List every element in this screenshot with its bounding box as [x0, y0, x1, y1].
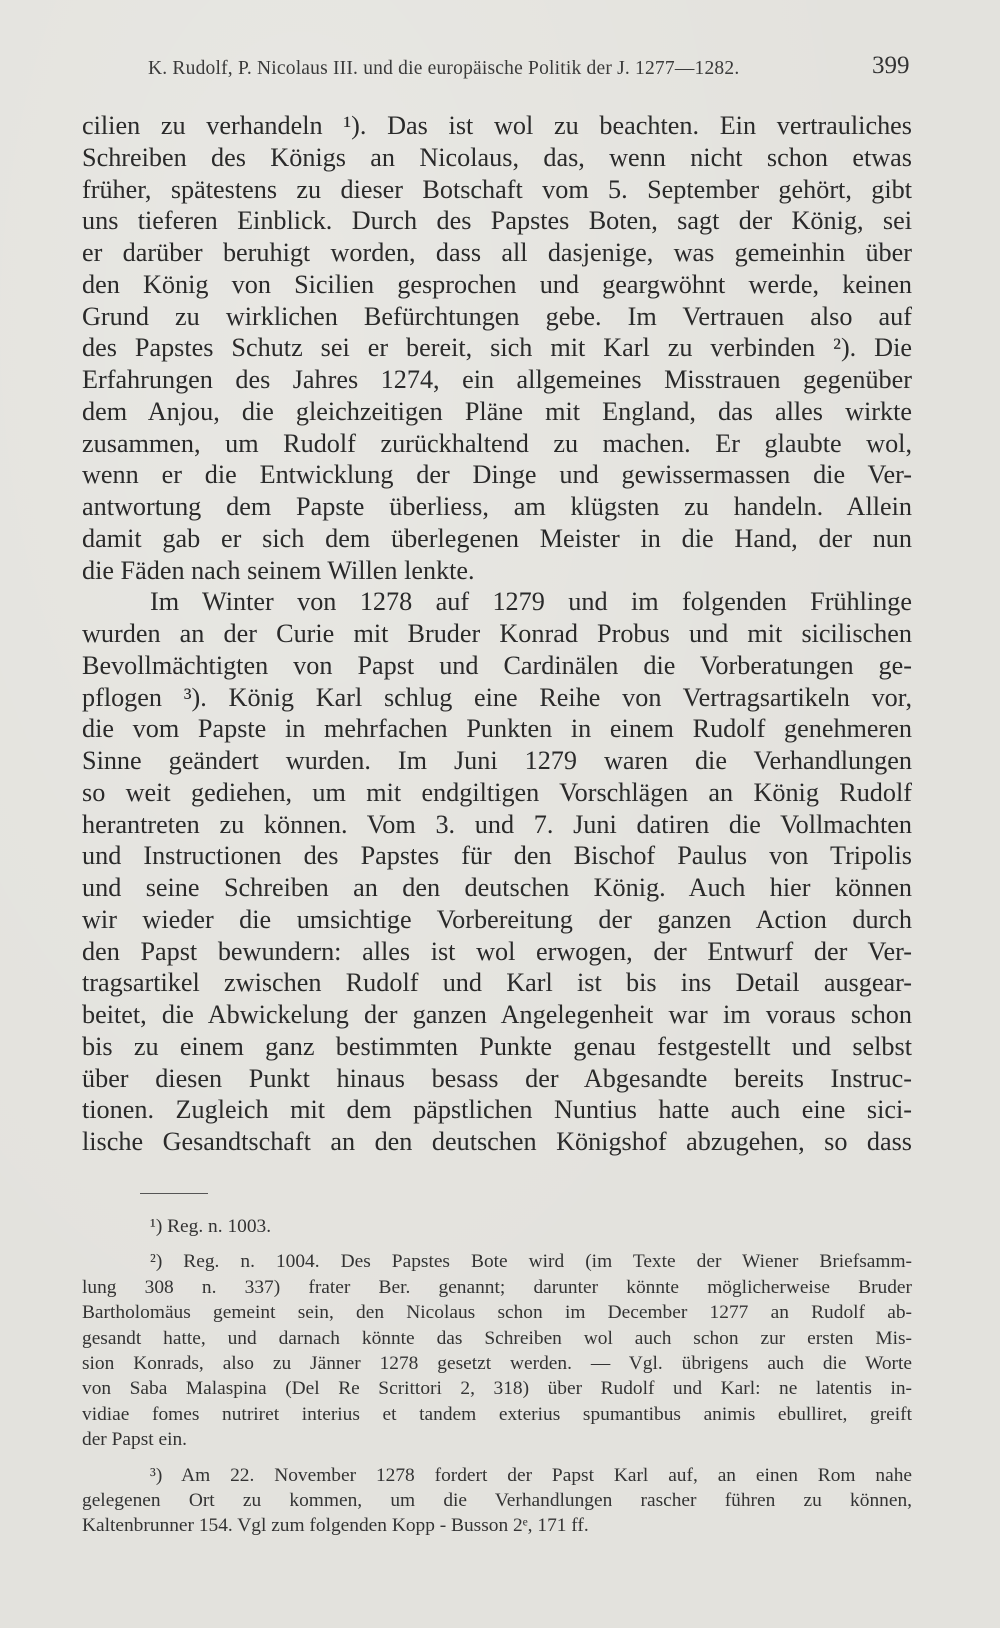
- footnote-line: vidiae fomes nutriret interius et tandem exterius spumantibus animis ebulliret, greift: [82, 1403, 912, 1425]
- text-line: Grund zu wirklichen Befürchtungen gebe. Im Vertrauen also auf: [82, 301, 912, 331]
- paragraph-start-line: Im Winter von 1278 auf 1279 und im folgenden Frühlinge: [150, 587, 912, 617]
- text-line: die vom Papste in mehrfachen Punkten in einem Rudolf genehmeren: [82, 714, 912, 744]
- text-line: den Papst bewundern: alles ist wol erwogen, der Entwurf der Ver-: [82, 936, 912, 966]
- text-line: so weit gediehen, um mit endgiltigen Vorschlägen an König Rudolf: [82, 777, 912, 807]
- text-line: zusammen, um Rudolf zurückhaltend zu machen. Er glaubte wol,: [82, 428, 912, 458]
- text-line: herantreten zu können. Vom 3. und 7. Juni datiren die Vollmachten: [82, 809, 912, 839]
- text-line: und Instructionen des Papstes für den Bischof Paulus von Tripolis: [82, 841, 912, 871]
- text-line: des Papstes Schutz sei er bereit, sich mit Karl zu verbinden ²). Die: [82, 333, 912, 363]
- footnote-line: Kaltenbrunner 154. Vgl zum folgenden Kopp - Busson 2ᵉ, 171 ff.: [82, 1515, 589, 1537]
- text-line: pflogen ³). König Karl schlug eine Reihe von Vertragsartikeln vor,: [82, 682, 912, 712]
- text-line: Sinne geändert wurden. Im Juni 1279 waren die Verhandlungen: [82, 746, 912, 775]
- footnote-1: [82, 1214, 912, 1239]
- text-line: den König von Sicilien gesprochen und geargwöhnt werde, keinen: [82, 269, 912, 299]
- text-line: die Fäden nach seinem Willen lenkte.: [82, 555, 475, 585]
- footnote-line: lung 308 n. 337) frater Ber. genannt; darunter könnte möglicherweise Bruder: [82, 1276, 912, 1298]
- text-line: über diesen Punkt hinaus besass der Abgesandte bereits Instruc-: [82, 1063, 912, 1093]
- footnote-line: ¹) Reg. n. 1003.: [150, 1216, 272, 1237]
- text-line: tragsartikel zwischen Rudolf und Karl ist bis ins Detail ausgear-: [82, 968, 912, 998]
- text-line: Bevollmächtigten von Papst und Cardinälen die Vorberatungen ge-: [82, 650, 912, 680]
- text-line: antwortung dem Papste überliess, am klügsten zu handeln. Allein: [82, 492, 912, 521]
- text-line: damit gab er sich dem überlegenen Meister in die Hand, der nun: [82, 523, 912, 553]
- text-line: Schreiben des Königs an Nicolaus, das, wenn nicht schon etwas: [82, 142, 912, 172]
- text-line: wurden an der Curie mit Bruder Konrad Probus und mit sicilischen: [82, 619, 912, 648]
- text-line: dem Anjou, die gleichzeitigen Pläne mit England, das alles wirkte: [82, 396, 912, 426]
- footnote-divider: [140, 1193, 208, 1194]
- text-line: und seine Schreiben an den deutschen König. Auch hier können: [82, 873, 912, 902]
- text-line: bis zu einem ganz bestimmten Punkte genau festgestellt und selbst: [82, 1031, 912, 1061]
- text-line: wir wieder die umsichtige Vorbereitung der ganzen Action durch: [82, 904, 912, 934]
- footnotes: [82, 1214, 912, 1539]
- footnote-line: gesandt hatte, und darnach könnte das Schreiben wol auch schon zur ersten Mis-: [82, 1327, 912, 1349]
- running-head: K. Rudolf, P. Nicolaus III. und die europäische Politik der J. 1277—1282.: [148, 58, 740, 79]
- text-line: tionen. Zugleich mit dem päpstlichen Nuntius hatte auch eine sici-: [82, 1095, 912, 1125]
- text-line: beitet, die Abwickelung der ganzen Angelegenheit war im voraus schon: [82, 1000, 912, 1029]
- footnote-line: ²) Reg. n. 1004. Des Papstes Bote wird (im Texte der Wiener Briefsamm-: [150, 1251, 912, 1273]
- page-number: 399: [872, 52, 910, 79]
- text-line: er darüber beruhigt worden, dass all dasjenige, was gemeinhin über: [82, 238, 912, 267]
- footnote-line: sion Konrads, also zu Jänner 1278 gesetzt werden. — Vgl. übrigens auch die Worte: [82, 1352, 912, 1374]
- text-line: Erfahrungen des Jahres 1274, ein allgemeines Misstrauen gegenüber: [82, 365, 912, 394]
- footnote-2: [82, 1249, 912, 1452]
- footnote-3: [82, 1463, 912, 1539]
- footnote-line: ³) Am 22. November 1278 fordert der Papst Karl auf, an einen Rom nahe: [150, 1464, 912, 1486]
- text-line: lische Gesandtschaft an den deutschen Königshof abzugehen, so dass: [82, 1127, 912, 1156]
- text-line: früher, spätestens zu dieser Botschaft vom 5. September gehört, gibt: [82, 174, 912, 204]
- text-line: wenn er die Entwicklung der Dinge und gewissermassen die Ver-: [82, 460, 912, 490]
- footnote-line: von Saba Malaspina (Del Re Scrittori 2, 318) über Rudolf und Karl: ne latentis in-: [82, 1378, 912, 1400]
- text-line: uns tieferen Einblick. Durch des Papstes Boten, sagt der König, sei: [82, 206, 912, 236]
- footnote-line: der Papst ein.: [82, 1429, 188, 1451]
- text-line: cilien zu verhandeln ¹). Das ist wol zu beachten. Ein vertrauliches: [82, 111, 912, 140]
- footnote-line: gelegenen Ort zu kommen, um die Verhandlungen rascher führen zu können,: [82, 1489, 912, 1511]
- main-text: [82, 110, 912, 1158]
- footnote-line: Bartholomäus gemeint sein, den Nicolaus schon im December 1277 an Rudolf ab-: [82, 1302, 912, 1324]
